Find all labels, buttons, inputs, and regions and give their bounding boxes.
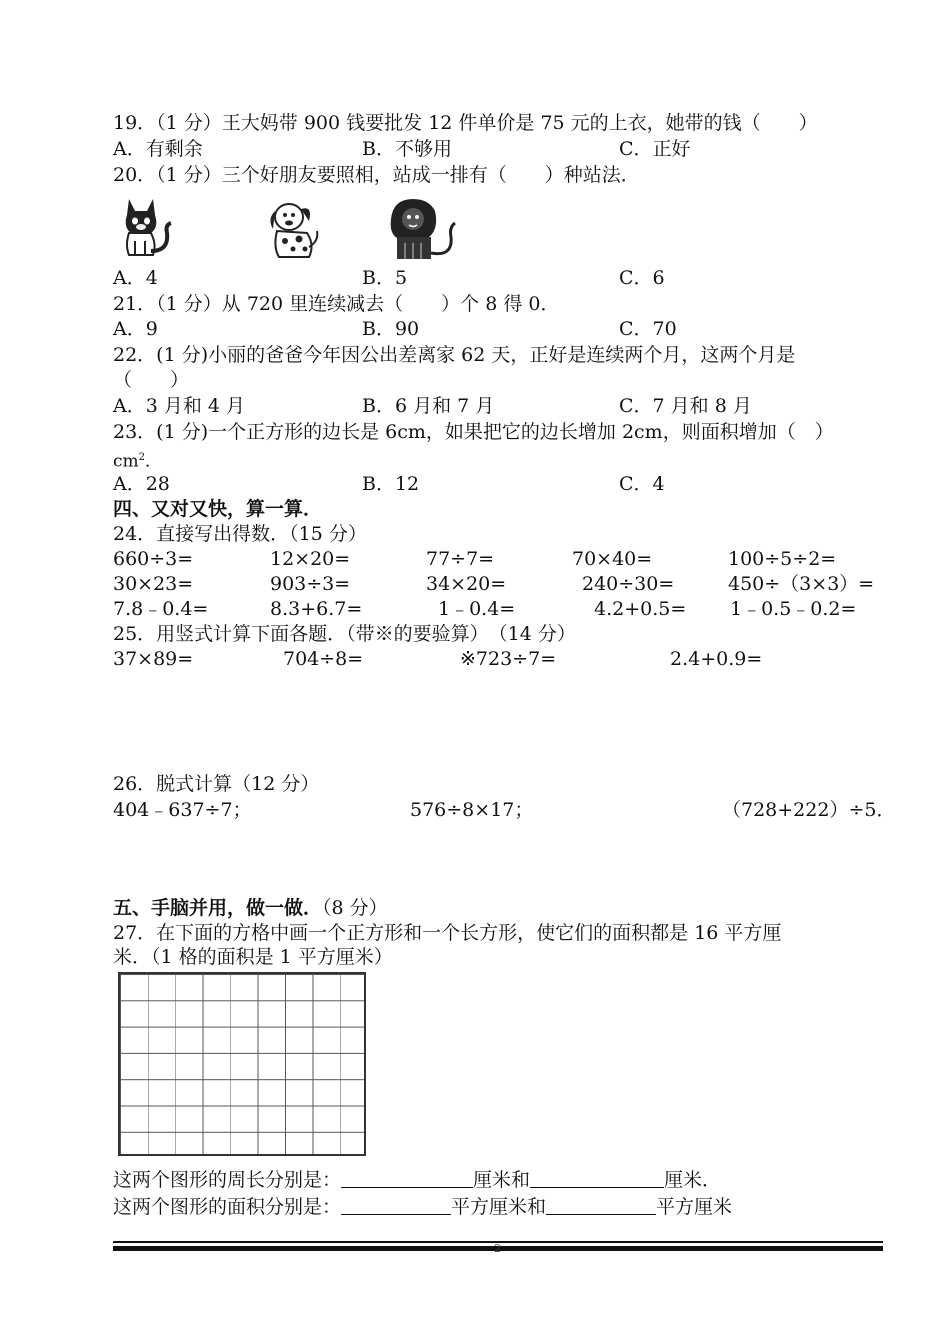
drawing-grid[interactable] (118, 972, 366, 1156)
q25-item-4: 2.4+0.9= (670, 648, 763, 670)
q19-option-b[interactable]: B．不够用 (362, 138, 452, 160)
area-end: 平方厘米 (656, 1196, 733, 1218)
q26-item-3: （728+222）÷5． (722, 799, 896, 821)
q26-item-2: 576÷8×17； (410, 799, 534, 821)
q23-option-c[interactable]: C．4 (619, 473, 665, 495)
section5-heading (113, 896, 388, 920)
q22-option-c[interactable]: C．7 月和 8 月 (619, 395, 752, 417)
q25-item-3: ※723÷7= (460, 648, 557, 670)
perimeter-label: 这两个图形的周长分别是： (113, 1169, 342, 1191)
q20-text: 20．（1 分）三个好朋友要照相，站成一排有（ ）种站法． (113, 164, 640, 186)
perimeter-end: 厘米． (664, 1169, 722, 1191)
q23-unit-line (113, 446, 162, 474)
q24-r1-c5: 100÷5÷2= (728, 548, 837, 570)
section4-title: 四、又对又快，算一算． (113, 498, 323, 520)
q21-option-c[interactable]: C．70 (619, 318, 677, 340)
q20-option-a[interactable]: A．4 (113, 267, 158, 289)
lion-icon (387, 197, 459, 261)
q24-r3-c5: 1﹣0.5﹣0.2= (730, 598, 857, 620)
q22-option-a[interactable]: A．3 月和 4 月 (113, 395, 246, 417)
q25-item-1: 37×89= (113, 648, 194, 670)
perimeter-mid: 厘米和 (473, 1169, 531, 1191)
q25-text: 25．用竖式计算下面各题．（带※的要验算） （14 分） (113, 623, 576, 645)
q24-r2-c1: 30×23= (113, 573, 194, 595)
section5-title: 五、手脑并用，做一做． (113, 897, 323, 919)
q24-r3-c4: 4.2+0.5= (594, 598, 687, 620)
q23-option-a[interactable]: A．28 (113, 473, 170, 495)
cat-icon (115, 193, 175, 259)
q25-item-2: 704÷8= (283, 648, 364, 670)
q24-r1-c3: 77÷7= (426, 548, 495, 570)
page-number: 2 (494, 1242, 501, 1255)
q24-r1-c2: 12×20= (270, 548, 351, 570)
area-line (113, 1194, 732, 1219)
q24-r2-c2: 903÷3= (270, 573, 351, 595)
q26-text: 26．脱式计算（12 分） (113, 773, 320, 795)
q21-option-a[interactable]: A．9 (113, 318, 158, 340)
q24-r3-c1: 7.8﹣0.4= (113, 598, 209, 620)
q19-option-c[interactable]: C．正好 (619, 138, 691, 160)
q21-text: 21．（1 分）从 720 里连续减去（ ）个 8 得 0． (113, 293, 560, 315)
q27-text: 27．在下面的方格中画一个正方形和一个长方形，使它们的面积都是 16 平方厘 (113, 922, 782, 944)
q24-r1-c4: 70×40= (572, 548, 653, 570)
q24-r3-c2: 8.3+6.7= (270, 598, 363, 620)
q23-option-b[interactable]: B．12 (362, 473, 420, 495)
perimeter-blank-1[interactable] (341, 1167, 473, 1188)
q24-r2-c4: 240÷30= (582, 573, 675, 595)
section5-score: （8 分） (322, 897, 388, 919)
q23-text: 23．(1 分)一个正方形的边长是 6cm，如果把它的边长增加 2cm，则面积增加（ ） (113, 421, 834, 443)
perimeter-line (113, 1167, 721, 1192)
q23-unit-sup: 2 (138, 452, 146, 463)
dog-icon (265, 197, 325, 261)
q24-r1-c1: 660÷3= (113, 548, 194, 570)
q19-text: 19．（1 分）王大妈带 900 钱要批发 12 件单价是 75 元的上衣，她带的钱（ ） (113, 112, 818, 134)
q24-text: 24．直接写出得数．（15 分） (113, 523, 367, 545)
q22-option-b[interactable]: B．6 月和 7 月 (362, 395, 495, 417)
q27-text-cont: 米．（1 格的面积是 1 平方厘米） (113, 946, 393, 968)
q24-r2-c5: 450÷（3×3）= (728, 573, 875, 595)
q20-option-b[interactable]: B．5 (362, 267, 408, 289)
area-mid: 平方厘米和 (451, 1196, 547, 1218)
q24-r3-c3: 1﹣0.4= (438, 598, 516, 620)
q26-item-1: 404﹣637÷7； (113, 799, 252, 821)
q19-option-a[interactable]: A．有剩余 (113, 138, 203, 160)
q24-r2-c3: 34×20= (426, 573, 507, 595)
area-label: 这两个图形的面积分别是： (113, 1196, 342, 1218)
area-blank-1[interactable] (341, 1194, 451, 1215)
area-blank-2[interactable] (546, 1194, 656, 1215)
perimeter-blank-2[interactable] (530, 1167, 664, 1188)
q23-unit-end: ． (145, 451, 163, 472)
q22-text: 22．(1 分)小丽的爸爸今年因公出差离家 62 天，正好是连续两个月，这两个月是 (113, 344, 796, 366)
q20-option-c[interactable]: C．6 (619, 267, 665, 289)
q21-option-b[interactable]: B．90 (362, 318, 420, 340)
q23-unit: cm (113, 451, 139, 472)
q22-text-cont: （ ） (113, 369, 190, 391)
